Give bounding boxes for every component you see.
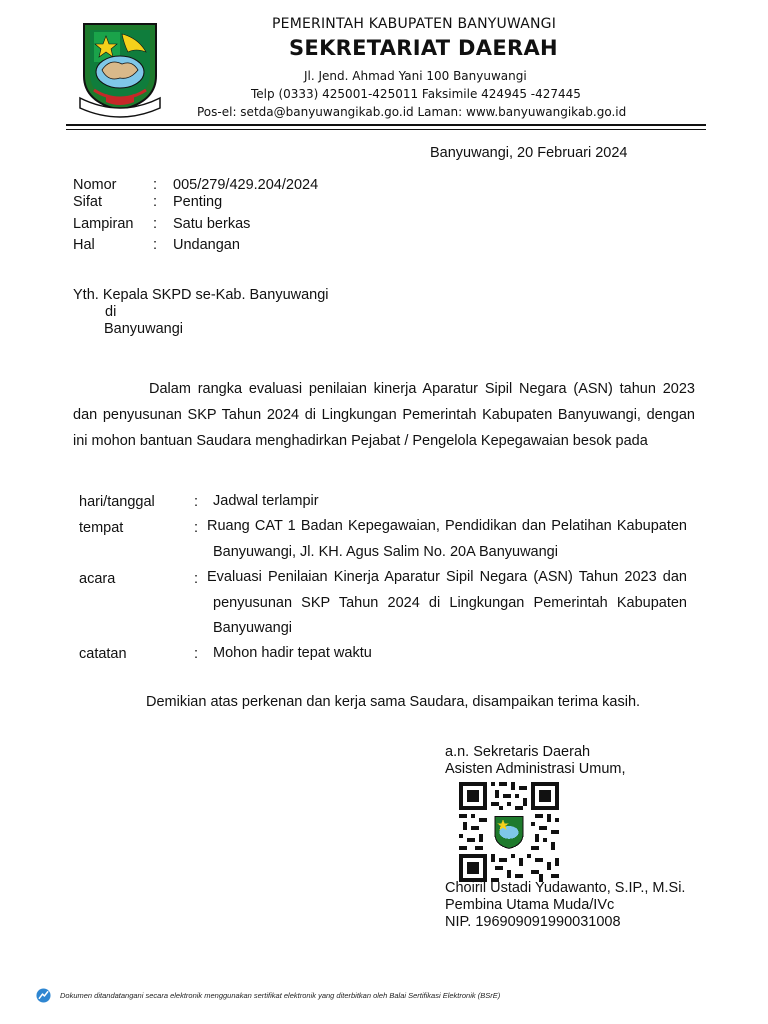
letterhead-phone: Telp (0333) 425001-425011 Faksimile 424945 -427445 [251, 87, 581, 101]
detail-label-catatan: catatan [79, 646, 127, 662]
bsre-logo-icon [36, 988, 51, 1003]
detail-value-tempat-text: Ruang CAT 1 Badan Kepegawaian, Pendidikan dan Pelatihan Kabupaten Banyuwangi, Jl. KH. Agus Salim No. 20A Banyuwangi [207, 518, 687, 560]
signature-on-behalf: a.n. Sekretaris Daerah [445, 744, 591, 760]
meta-colon: : [153, 237, 158, 253]
detail-value-hari-tanggal: Jadwal terlampir [213, 493, 319, 509]
meta-label-hal: Hal [73, 237, 95, 253]
meta-colon: : [153, 194, 158, 210]
letterhead-address: Jl. Jend. Ahmad Yani 100 Banyuwangi [304, 69, 527, 83]
letterhead-divider-thick [66, 124, 706, 126]
meta-colon: : [153, 216, 158, 232]
meta-label-sifat: Sifat [73, 194, 103, 210]
signatory-name: Choiril Ustadi Yudawanto, S.IP., M.Si. [445, 880, 686, 896]
detail-label-hari-tanggal: hari/tanggal [79, 494, 155, 510]
body-paragraph [73, 376, 695, 454]
meta-value-sifat: Penting [173, 194, 223, 210]
footer-esign-notice: Dokumen ditandatangani secara elektronik menggunakan sertifikat elektronik yang diterbitkan oleh Balai Sertifikasi Elektronik (BSrE) [60, 991, 501, 1000]
qr-code-signature-icon [459, 782, 559, 882]
signatory-nip: NIP. 196909091990031008 [445, 914, 621, 930]
meta-value-lampiran: Satu berkas [173, 216, 251, 232]
detail-colon: : [194, 646, 199, 662]
letterhead-contact: Pos-el: setda@banyuwangikab.go.id Laman: www.banyuwangikab.go.id [197, 105, 627, 119]
detail-colon: : [194, 494, 199, 510]
detail-value-acara-text: Evaluasi Penilaian Kinerja Aparatur Sipil Negara (ASN) Tahun 2023 dan penyusunan SKP Tahun 2024 di Lingkungan Pemerintah Kabupaten Banyuwangi [207, 569, 687, 636]
meta-label-lampiran: Lampiran [73, 216, 134, 232]
banyuwangi-coat-of-arms-icon [76, 18, 164, 120]
closing-sentence: Demikian atas perkenan dan kerja sama Saudara, disampaikan terima kasih. [146, 694, 641, 710]
detail-label-acara: acara [79, 571, 116, 587]
meta-colon: : [153, 177, 158, 193]
recipient-place: Banyuwangi [104, 321, 183, 337]
letterhead-office-name: SEKRETARIAT DAERAH [289, 36, 558, 60]
meta-label-nomor: Nomor [73, 177, 117, 193]
meta-value-nomor: 005/279/429.204/2024 [173, 177, 319, 193]
detail-colon: : [194, 520, 199, 536]
detail-colon: : [194, 571, 199, 587]
body-paragraph-text: Dalam rangka evaluasi penilaian kinerja Aparatur Sipil Negara (ASN) tahun 2023 dan penyusunan SKP Tahun 2024 di Lingkungan Pemerintah Kabupaten Banyuwangi, dengan ini mohon bantuan Saudara menghadirkan Pejabat / Pengelola Kepegawaian besok pada [73, 381, 695, 449]
signature-position: Asisten Administrasi Umum, [445, 761, 626, 777]
detail-label-tempat: tempat [79, 520, 124, 536]
recipient-line: Yth. Kepala SKPD se-Kab. Banyuwangi [73, 287, 329, 303]
recipient-di: di [105, 304, 117, 320]
signatory-rank: Pembina Utama Muda/IVc [445, 897, 615, 913]
letter-date: Banyuwangi, 20 Februari 2024 [430, 145, 628, 161]
detail-value-acara [207, 565, 687, 642]
letterhead-divider-thin [66, 129, 706, 130]
meta-value-hal: Undangan [173, 237, 240, 253]
detail-value-catatan: Mohon hadir tepat waktu [213, 645, 372, 661]
detail-value-tempat [207, 514, 687, 565]
letterhead-government-name: PEMERINTAH KABUPATEN BANYUWANGI [272, 16, 557, 32]
